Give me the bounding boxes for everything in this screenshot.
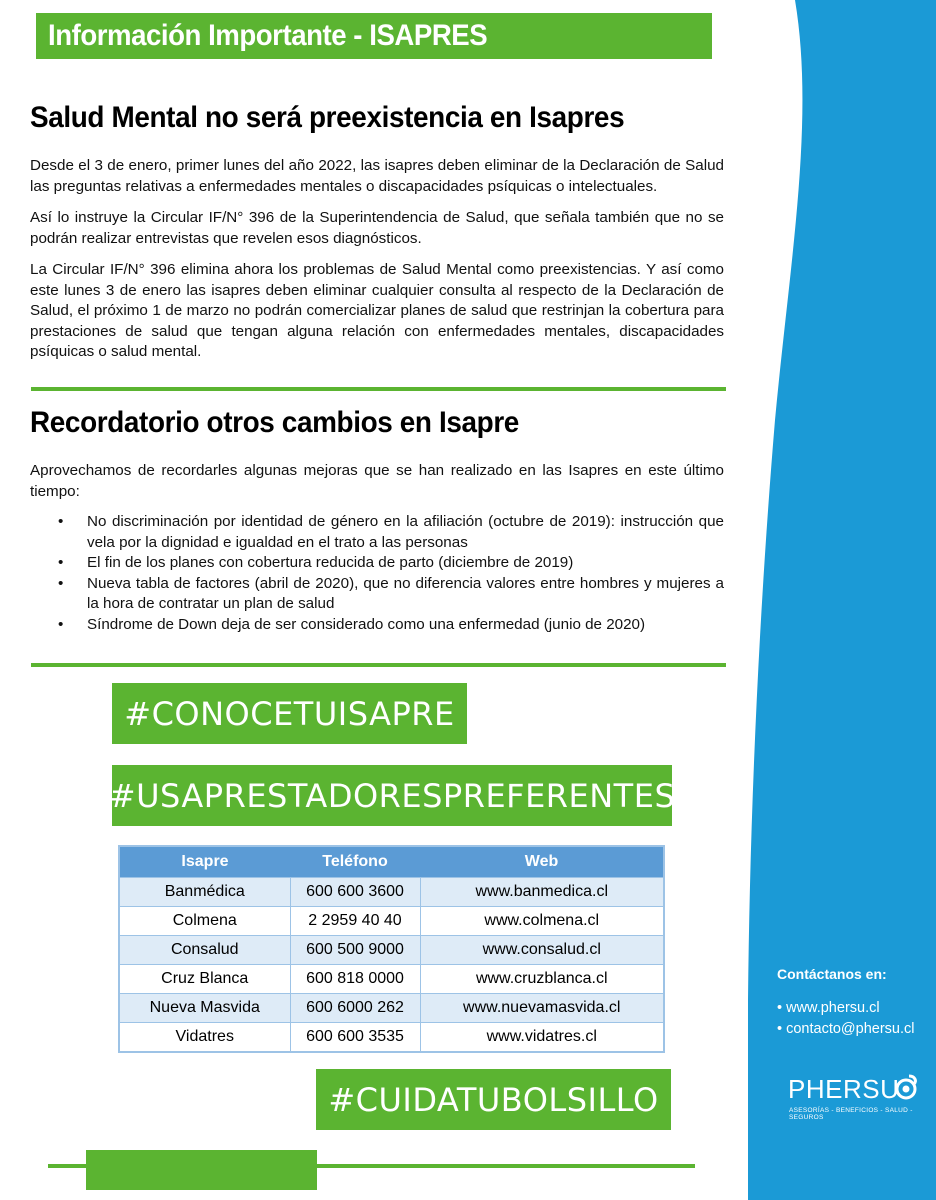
contact-title: Contáctanos en:: [777, 966, 887, 982]
table-header-row: [119, 846, 664, 878]
bullet-icon: •: [58, 513, 64, 530]
isapre-name: Consalud: [119, 936, 290, 965]
intro-paragraph: Aprovechamos de recordarles algunas mejoras que se han realizado en las Isapres en este último tiempo:: [30, 462, 724, 500]
isapre-name: Nueva Masvida: [119, 994, 290, 1023]
changes-list: [30, 512, 724, 635]
website-link[interactable]: www.vidatres.cl: [420, 1023, 664, 1053]
isapre-name: Colmena: [119, 907, 290, 936]
table-row: [119, 994, 664, 1023]
table-row: [119, 878, 664, 907]
section-heading-recordatorio: Recordatorio otros cambios en Isapre: [30, 406, 519, 439]
section-heading-salud-mental: Salud Mental no será preexistencia en Isapres: [30, 101, 625, 134]
bottom-green-block: [86, 1150, 317, 1190]
column-header-isapre: Isapre: [119, 846, 290, 878]
isapre-name: Banmédica: [119, 878, 290, 907]
hashtag-cuidatubolsillo: #CUIDATUBOLSILLO: [316, 1069, 671, 1130]
phone-number: 2 2959 40 40: [290, 907, 420, 936]
isapre-name: Cruz Blanca: [119, 965, 290, 994]
bullet-icon: •: [58, 554, 64, 571]
list-item: • Nueva tabla de factores (abril de 2020), que no diferencia valores entre hombres y mujeres a la hora de contratar un plan de salud: [58, 574, 724, 612]
phersu-logo-tagline: ASESORÍAS - BENEFICIOS - SALUD - SEGUROS: [789, 1107, 913, 1121]
website-link[interactable]: www.consalud.cl: [420, 936, 664, 965]
list-item: • Síndrome de Down deja de ser considerado como una enfermedad (junio de 2020): [30, 615, 724, 636]
isapre-name: Vidatres: [119, 1023, 290, 1053]
website-link[interactable]: www.banmedica.cl: [420, 878, 664, 907]
column-header-web: Web: [420, 846, 664, 878]
section-divider: [31, 663, 726, 667]
paragraph-2: Así lo instruye la Circular IF/N° 396 de la Superintendencia de Salud, que señala también que no se podrán realizar entrevistas que revelen esos diagnósticos.: [30, 209, 724, 247]
contact-website[interactable]: • www.phersu.cl: [777, 1000, 880, 1016]
bullet-icon: •: [58, 574, 64, 592]
list-item: • No discriminación por identidad de género en la afiliación (octubre de 2019): instrucción que vela por la dignidad e igualdad en el trato a las personas: [58, 513, 724, 551]
paragraph-1: Desde el 3 de enero, primer lunes del año 2022, las isapres deben eliminar de la Declaración de Salud las preguntas relativas a enfermedades mentales o discapacidades psíquicas o intelectuales.: [30, 157, 724, 195]
phone-number: 600 600 3600: [290, 878, 420, 907]
phone-number: 600 6000 262: [290, 994, 420, 1023]
contact-email[interactable]: • contacto@phersu.cl: [777, 1021, 915, 1037]
website-link[interactable]: www.colmena.cl: [420, 907, 664, 936]
paragraph-3: La Circular IF/N° 396 elimina ahora los problemas de Salud Mental como preexistencias. Y así como este lunes 3 de enero las isapres deben eliminar cualquier consulta al respecto de la Declaración de Salud, el próximo 1 de marzo no podrán comercializar planes de salud que restrinjan la cobertura para prestaciones de salud que tengan alguna relación con enfermedades mentales, discapacidades psíquicas o salud mental.: [30, 261, 724, 360]
website-link[interactable]: www.cruzblanca.cl: [420, 965, 664, 994]
list-item: • El fin de los planes con cobertura reducida de parto (diciembre de 2019): [30, 553, 724, 574]
phone-number: 600 600 3535: [290, 1023, 420, 1053]
table-row: [119, 936, 664, 965]
hashtag-conocetuisapre: #CONOCETUISAPRE: [112, 683, 467, 744]
phersu-logo-icon: [893, 1073, 919, 1101]
table-row: [119, 1023, 664, 1053]
isapre-contact-table: [118, 845, 665, 1053]
table-row: [119, 907, 664, 936]
website-link[interactable]: www.nuevamasvida.cl: [420, 994, 664, 1023]
section-divider: [31, 387, 726, 391]
bullet-icon: •: [58, 615, 64, 633]
page-title: Información Importante - ISAPRES: [48, 19, 488, 52]
hashtag-usaprestadores: #USAPRESTADORESPREFERENTES: [112, 765, 672, 826]
phone-number: 600 818 0000: [290, 965, 420, 994]
phone-number: 600 500 9000: [290, 936, 420, 965]
phersu-logo-text: PHERSU: [788, 1074, 900, 1104]
column-header-telefono: Teléfono: [290, 846, 420, 878]
table-row: [119, 965, 664, 994]
